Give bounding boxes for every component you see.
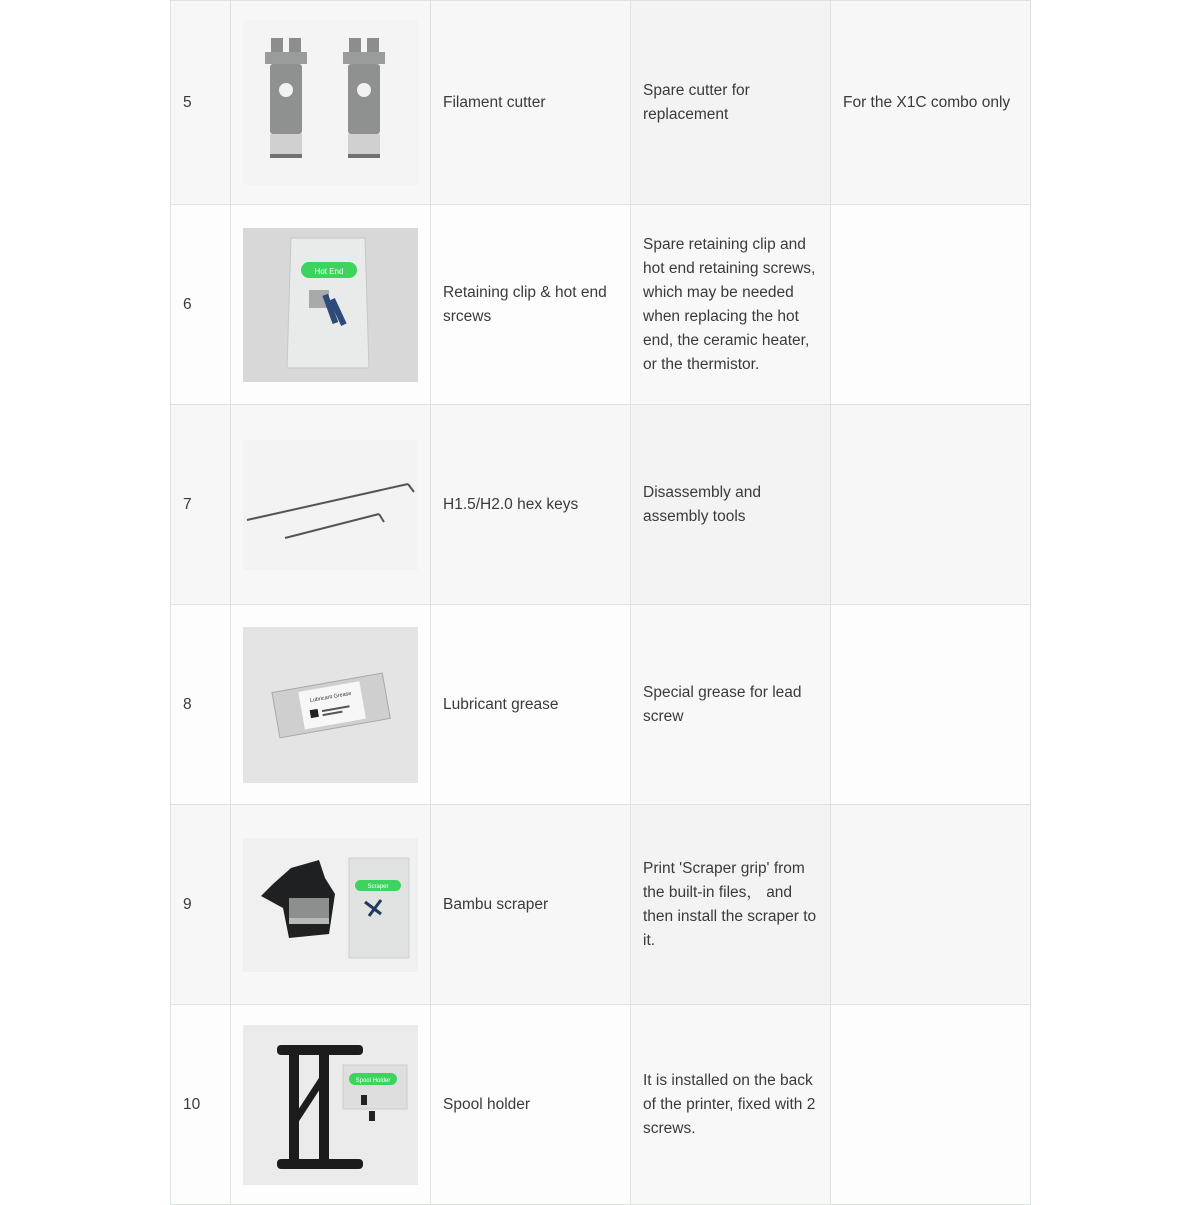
row-number: 9 [171, 805, 231, 1005]
row-description: Disassembly and assembly tools [631, 405, 831, 605]
row-description: Print 'Scraper grip' from the built-in files， and then install the scraper to it. [631, 805, 831, 1005]
packet-label: Lubricant Grease [309, 690, 353, 704]
row-note [831, 205, 1031, 405]
parts-table-wrapper [170, 0, 1029, 1205]
filament-cutter-icon [243, 20, 418, 185]
row-note: For the X1C combo only [831, 1, 1031, 205]
row-number: 7 [171, 405, 231, 605]
row-description: It is installed on the back of the printer, fixed with 2 screws. [631, 1005, 831, 1205]
row-number: 5 [171, 1, 231, 205]
row-name: Retaining clip & hot end srcews [431, 205, 631, 405]
retaining-clip-bag-icon [243, 228, 418, 382]
hex-keys-icon [243, 440, 418, 570]
row-image-cell [231, 1005, 431, 1205]
row-note [831, 1005, 1031, 1205]
bag-tag-label: Scraper [367, 883, 389, 890]
table-row [171, 1005, 1031, 1205]
row-name: Filament cutter [431, 1, 631, 205]
scraper-icon [243, 838, 418, 972]
row-number: 8 [171, 605, 231, 805]
row-note [831, 605, 1031, 805]
bag-tag-label: Spool Holder [355, 1077, 391, 1084]
row-number: 10 [171, 1005, 231, 1205]
grease-packet-icon [243, 627, 418, 783]
row-image-cell [231, 605, 431, 805]
row-image-cell [231, 805, 431, 1005]
row-number: 6 [171, 205, 231, 405]
parts-table [170, 0, 1031, 1205]
table-row [171, 805, 1031, 1005]
row-description: Spare retaining clip and hot end retaining screws, which may be needed when replacing the hot end, the ceramic heater, or the thermistor. [631, 205, 831, 405]
row-note [831, 805, 1031, 1005]
spool-holder-icon [243, 1025, 418, 1185]
row-name: Bambu scraper [431, 805, 631, 1005]
table-row [171, 605, 1031, 805]
row-image-cell [231, 1, 431, 205]
table-row [171, 405, 1031, 605]
row-name: H1.5/H2.0 hex keys [431, 405, 631, 605]
row-image-cell [231, 205, 431, 405]
row-note [831, 405, 1031, 605]
row-name: Spool holder [431, 1005, 631, 1205]
row-description: Special grease for lead screw [631, 605, 831, 805]
table-row [171, 1, 1031, 205]
row-description: Spare cutter for replacement [631, 1, 831, 205]
row-image-cell [231, 405, 431, 605]
table-row [171, 205, 1031, 405]
bag-tag-label: Hot End [314, 266, 344, 276]
row-name: Lubricant grease [431, 605, 631, 805]
